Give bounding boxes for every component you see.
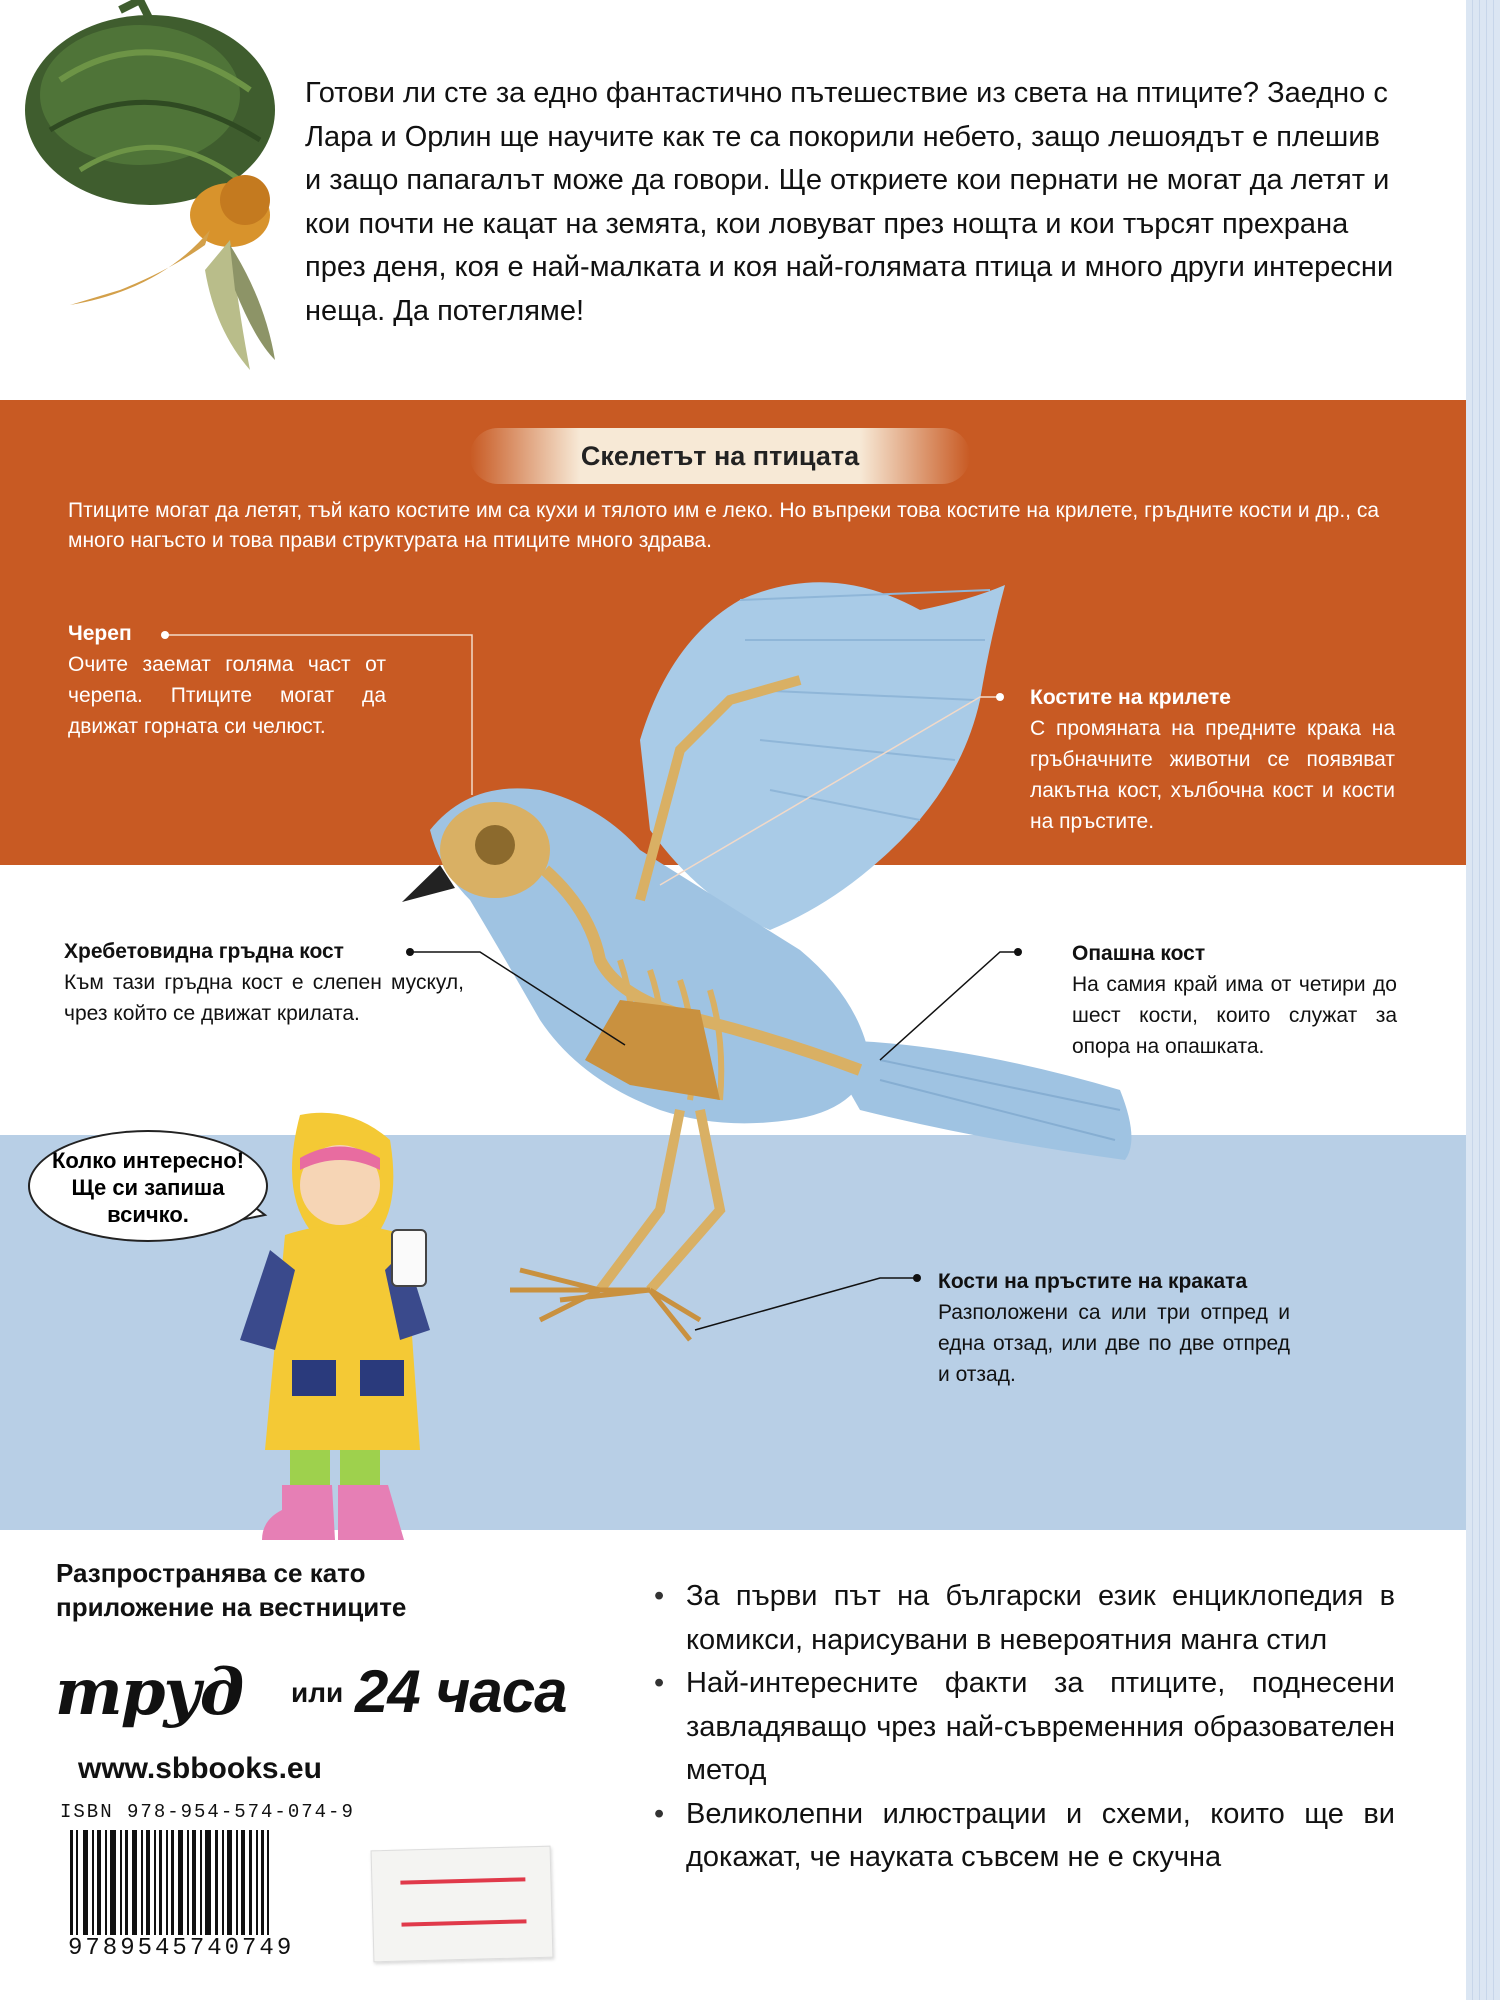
barcode-number: 9789545740749 [68, 1935, 295, 1962]
price-sticker-stripe [400, 1877, 525, 1884]
logo-separator: или [291, 1677, 344, 1708]
feature-list [650, 1575, 1395, 1880]
girl-character-illustration [240, 1113, 430, 1540]
newspaper-logos [55, 1655, 615, 1735]
distribution-note: Разпространява се като приложение на вестниците [56, 1558, 407, 1622]
speech-line-1: Колко интересно! [51, 1148, 245, 1173]
background-notebook-edge [1466, 0, 1500, 2000]
weaver-bird-photo [70, 175, 275, 370]
speech-bubble [28, 1130, 268, 1242]
feature-item: • Най-интересните факти за птиците, поднесени завладяващо чрез най-съвременния образователен метод [686, 1662, 1395, 1793]
isbn-label: ISBN 978-954-574-074-9 [60, 1801, 355, 1823]
callout-skull-heading: Череп [68, 622, 132, 645]
section-title: Скелетът на птицата [470, 428, 970, 484]
bird-skeleton-diagram [402, 582, 1131, 1340]
callout-tail-body: На самия край има от четири до шест кости, които служат за опора на опашката. [1072, 973, 1397, 1058]
callout-tail-heading: Опашна кост [1072, 942, 1206, 965]
callout-toes-body: Разположени са или три отпред и една отзад, или две по две отпред и отзад. [938, 1301, 1290, 1386]
price-sticker-stripe [401, 1919, 526, 1926]
callout-wing-body: С промяната на предните крака на гръбначните животни се появяват лакътна кост, хълбочна кост и кости на пръстите. [1030, 717, 1395, 833]
section-lead: Птиците могат да летят, тъй като костите им са кухи и тялото им е леко. Но въпреки това костите на крилете, гръдните кости и др., са много нагъсто и това прави структурата на птиците много здрава. [68, 499, 1380, 552]
callout-toes-heading: Кости на пръстите на краката [938, 1270, 1248, 1293]
weaver-nest-photo [25, 0, 275, 205]
callout-wing-heading: Костите на крилете [1030, 686, 1231, 709]
feature-item: • Великолепни илюстрации и схеми, които ще ви докажат, че науката съвсем не е скучна [686, 1793, 1395, 1880]
24-chasa-logo: 24 часа [355, 1658, 567, 1725]
callout-keel-body: Към тази гръдна кост е слепен мускул, чрез който се движат крилата. [64, 971, 464, 1025]
callout-toes [938, 1266, 1290, 1390]
speech-line-3: всичко. [107, 1202, 189, 1227]
feature-item: • За първи път на български език енциклопедия в комикси, нарисувани в невероятния манга стил [686, 1575, 1395, 1662]
callout-keel [64, 936, 464, 1029]
callout-wing [1030, 682, 1395, 837]
trud-logo: труд [55, 1655, 243, 1730]
speech-line-2: Ще си запиша [71, 1175, 225, 1200]
intro-paragraph: Готови ли сте за едно фантастично пътешествие из света на птиците? Заедно с Лара и Орлин ще научите как те са покорили небето, защо лешоядът е плешив и защо папагалът може да говори. Ще откриете кои пернати не могат да летят и кои почти не кацат на земята, кои ловуват през нощта и кои търсят прехрана през деня, коя е най-малката и коя най-голямата птица и много други интересни неща. Да потегляме! [305, 77, 1394, 327]
callout-keel-heading: Хребетовидна гръдна кост [64, 940, 344, 963]
callout-tail [1072, 938, 1397, 1062]
callout-skull-body: Очите заемат голяма част от черепа. Птиците могат да движат горната си челюст. [68, 653, 386, 738]
barcode [70, 1830, 269, 1950]
website-link[interactable]: www.sbbooks.eu [78, 1752, 322, 1785]
callout-skull [68, 618, 386, 742]
price-sticker [371, 1846, 554, 1963]
